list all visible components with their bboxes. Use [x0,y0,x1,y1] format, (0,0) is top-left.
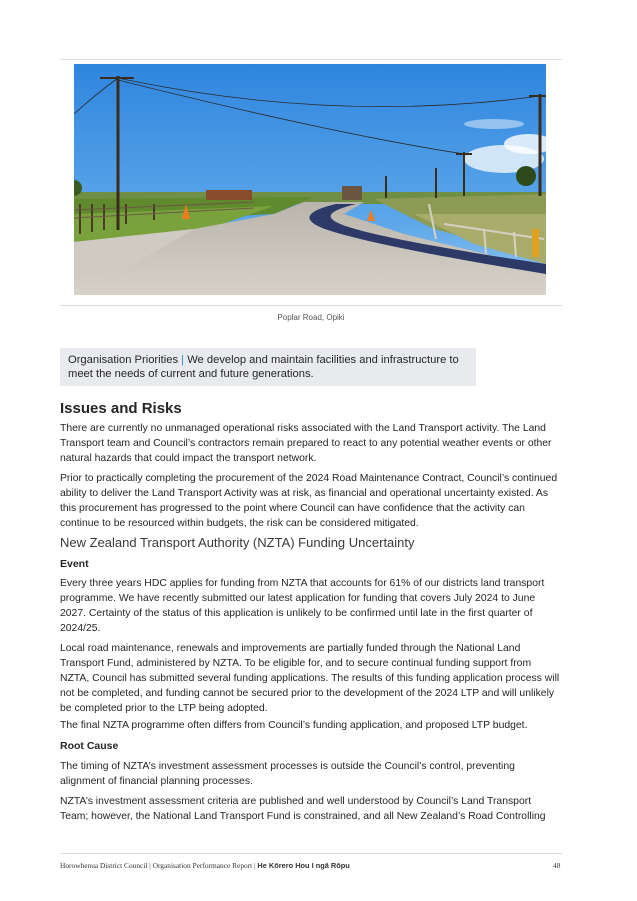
caption-rule [60,305,562,306]
root-cause-paragraph-2: NZTA’s investment assessment criteria are published and well understood by Council’s Land Transport Team; however, the National Land Transport Fund is constrained, and all New Zealand’s Road Controlling [60,796,546,822]
footer-maori-title: He Kōrero Hou I ngā Rōpu [257,861,350,870]
organisation-priorities-callout [60,348,476,386]
callout-separator: | [181,354,185,366]
root-cause-heading: Root Cause [60,740,119,752]
page-number: 48 [553,861,561,870]
issues-paragraph-1: There are currently no unmanaged operational risks associated with the Land Transport activity. The Land Transport team and Council’s contractors remain prepared to react to any potential weather events or other natural hazards that could impact the transport network. [60,423,552,464]
event-paragraph-2: Local road maintenance, renewals and improvements are partially funded through the National Land Transport Fund, administered by NZTA. To be eligible for, and to secure continual funding support from NZTA, Council has submitted several funding applications. The results of this funding application process will not be completed, and funding cannot be secured prior to the development of the 2024 LTP and will unlikely be completed prior to the LTP being adopted. [60,643,560,714]
nzta-heading: New Zealand Transport Authority (NZTA) Funding Uncertainty [60,535,415,550]
footer-org: Horowhenua District Council | Organisation Performance Report | [60,861,256,870]
issues-heading: Issues and Risks [60,400,182,417]
callout-text: We develop and maintain facilities and infrastructure to meet the needs of current and future generations. [68,354,459,380]
road-photo [74,64,546,295]
page-footer [60,861,350,870]
event-paragraph-1: Every three years HDC applies for funding from NZTA that accounts for 61% of our districts land transport programme. We have recently submitted our latest application for funding that covers July 2024 to June 2027. Certainty of the status of this application is unlikely to be confirmed until late in the first quarter of 2024/25. [60,578,545,634]
callout-label: Organisation Priorities [68,354,179,366]
footer-rule [60,853,562,854]
issues-paragraph-2: Prior to practically completing the procurement of the 2024 Road Maintenance Contract, Council’s continued ability to deliver the Land Transport Activity was at risk, as financial and operational uncertainty existed. As this procurement has progressed to the point where Council can have confidence that the activity can continue to be resourced within budgets, the risk can be considered mitigated. [60,473,558,529]
event-paragraph-3: The final NZTA programme often differs from Council’s funding application, and proposed LTP budget. [60,720,528,731]
figure-caption: Poplar Road, Opiki [277,313,345,322]
top-rule [60,59,562,60]
event-heading: Event [60,558,89,570]
root-cause-paragraph-1: The timing of NZTA’s investment assessment processes is outside the Council’s control, preventing alignment of financial planning processes. [60,761,515,787]
